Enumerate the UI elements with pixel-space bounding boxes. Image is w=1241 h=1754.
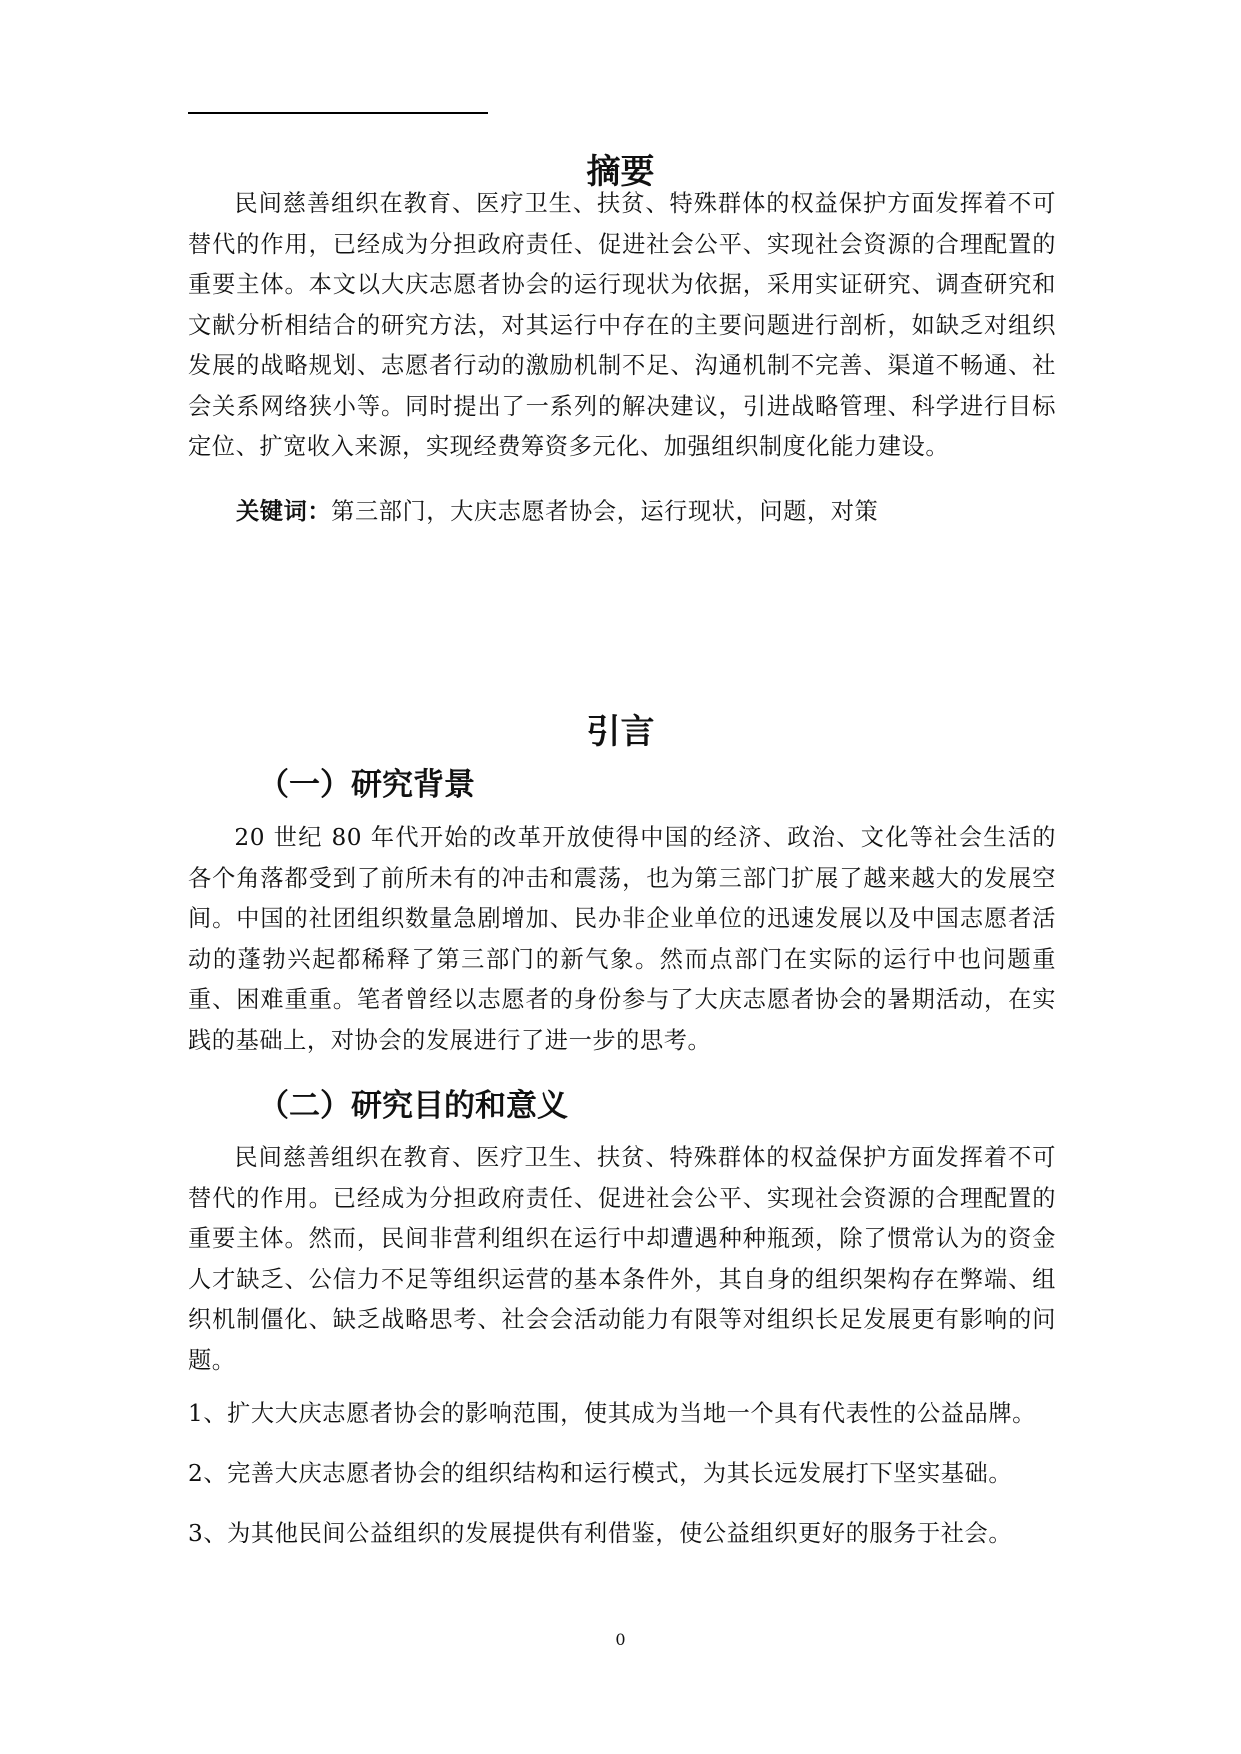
keywords-line — [236, 492, 1056, 532]
section-body-background: 20 世纪 80 年代开始的改革开放使得中国的经济、政治、文化等社会生活的各个角落都受到了前所未有的冲击和震荡，也为第三部门扩展了越来越大的发展空间。中国的社团组织数量急剧增加、民办非企业单位的迅速发展以及中国志愿者活动的蓬勃兴起都稀释了第三部门的新气象。然而点部门在实际的运行中也问题重重、困难重重。笔者曾经以志愿者的身份参与了大庆志愿者协会的暑期活动，在实践的基础上，对协会的发展进行了进一步的思考。 — [188, 824, 1056, 1054]
section-heading-background: （一）研究背景 — [258, 767, 475, 803]
keywords-label: 关键词： — [236, 498, 332, 525]
list-item: 3、为其他民间公益组织的发展提供有利借鉴，使公益组织更好的服务于社会。 — [188, 1520, 1013, 1547]
list-item: 2、完善大庆志愿者协会的组织结构和运行模式，为其长远发展打下坚实基础。 — [188, 1460, 1013, 1487]
list-item: 1、扩大大庆志愿者协会的影响范围，使其成为当地一个具有代表性的公益品牌。 — [188, 1400, 1036, 1427]
section-heading-purpose: （二）研究目的和意义 — [258, 1088, 568, 1124]
abstract-title: 摘要 — [586, 152, 655, 192]
section-body-purpose: 民间慈善组织在教育、医疗卫生、扶贫、特殊群体的权益保护方面发挥着不可替代的作用。已经成为分担政府责任、促进社会公平、实现社会资源的合理配置的重要主体。然而，民间非营利组织在运行中却遭遇种种瓶颈，除了惯常认为的资金人才缺乏、公信力不足等组织运营的基本条件外，其自身的组织架构存在弊端、组织机制僵化、缺乏战略思考、社会会活动能力有限等对组织长足发展更有影响的问题。 — [188, 1144, 1056, 1374]
top-rule-line — [188, 112, 488, 114]
page-number: 0 — [615, 1630, 626, 1649]
keywords-text: 第三部门，大庆志愿者协会，运行现状，问题，对策 — [331, 498, 879, 525]
abstract-body: 民间慈善组织在教育、医疗卫生、扶贫、特殊群体的权益保护方面发挥着不可替代的作用，已经成为分担政府责任、促进社会公平、实现社会资源的合理配置的重要主体。本文以大庆志愿者协会的运行现状为依据，采用实证研究、调查研究和文献分析相结合的研究方法，对其运行中存在的主要问题进行剖析，如缺乏对组织发展的战略规划、志愿者行动的激励机制不足、沟通机制不完善、渠道不畅通、社会关系网络狭小等。同时提出了一系列的解决建议，引进战略管理、科学进行目标定位、扩宽收入来源，实现经费筹资多元化、加强组织制度化能力建设。 — [188, 190, 1056, 460]
introduction-title: 引言 — [586, 712, 655, 752]
